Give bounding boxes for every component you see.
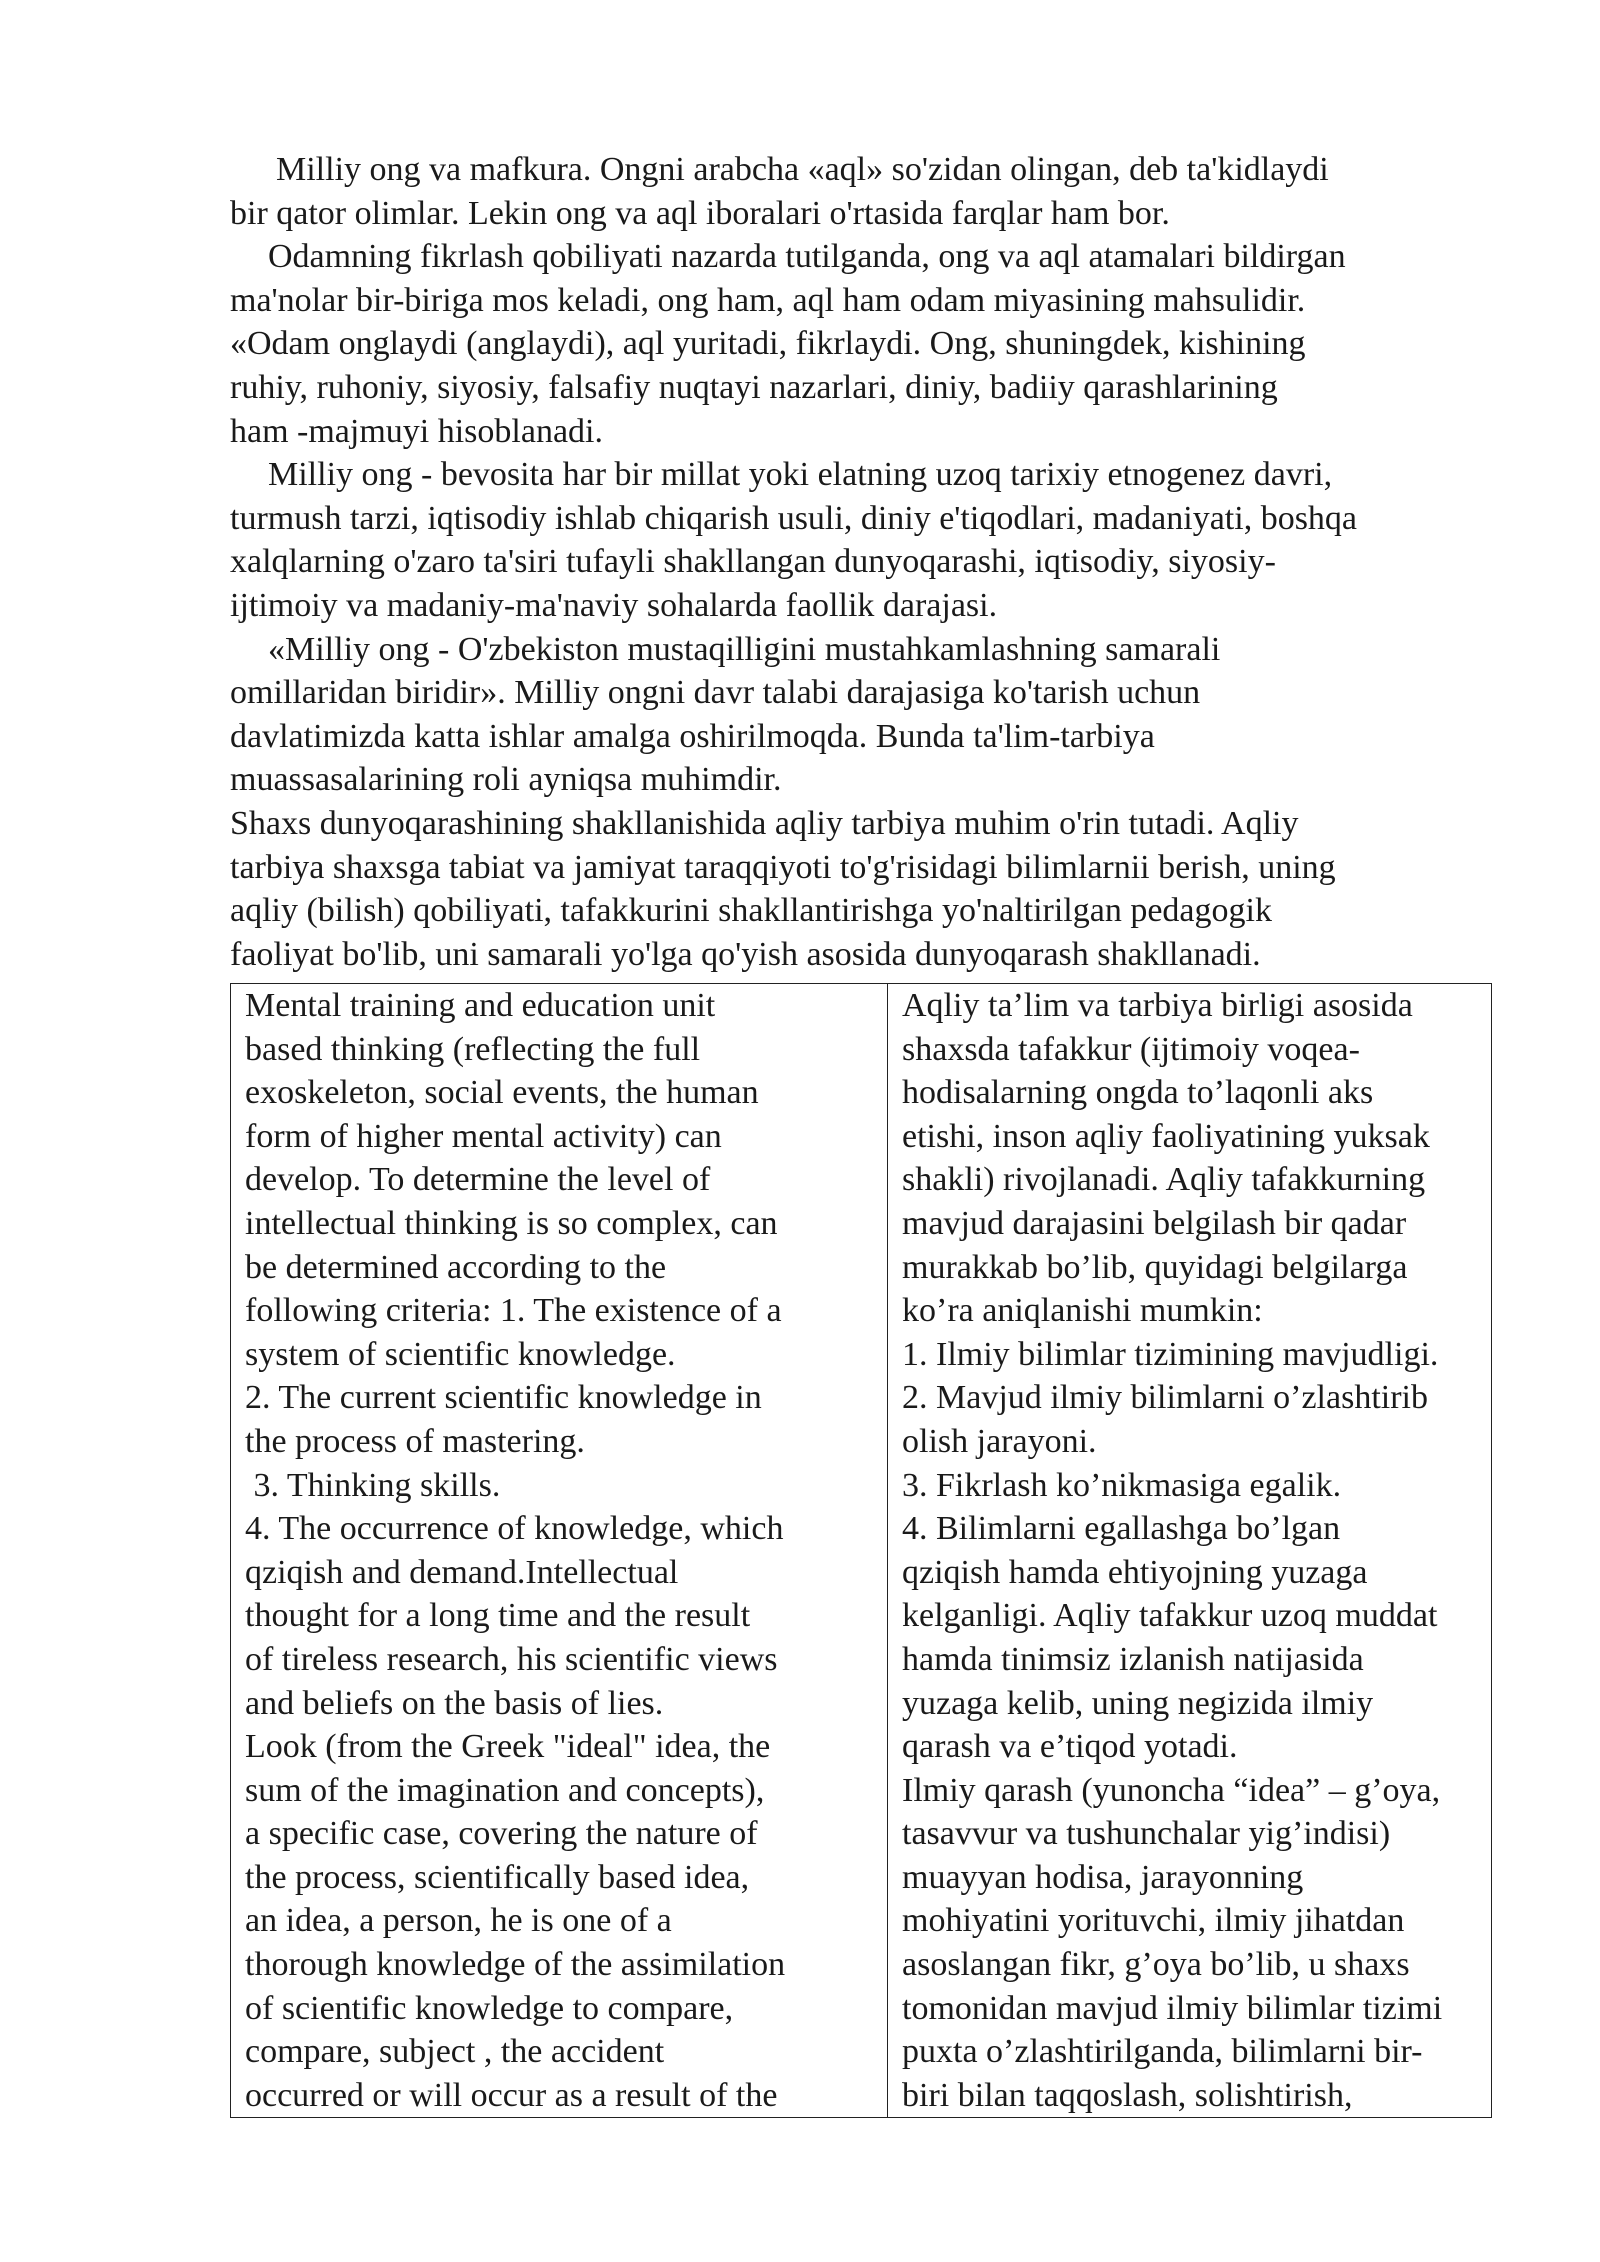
english-text-line: following criteria: 1. The existence of a xyxy=(245,1292,782,1330)
uzbek-text-line: etishi, inson aqliy faoliyatining yuksak xyxy=(902,1117,1430,1155)
bilingual-table xyxy=(230,983,1492,2118)
text-line: faoliyat bo'lib, uni samarali yo'lga qo'yish asosida dunyoqarash shakllanadi. xyxy=(230,935,1261,973)
uzbek-text-line: qarash va e’tiqod yotadi. xyxy=(902,1728,1238,1766)
uzbek-text-line: 4. Bilimlarni egallashga bo’lgan xyxy=(902,1510,1341,1548)
table-row xyxy=(231,984,1492,2118)
uzbek-text-line: qziqish hamda ehtiyojning yuzaga xyxy=(902,1553,1368,1591)
text-line: aqliy (bilish) qobiliyati, tafakkurini shakllantirishga yo'naltirilgan pedagogik xyxy=(230,892,1272,930)
english-text-line: sum of the imagination and concepts), xyxy=(245,1771,765,1809)
english-text-line: the process of mastering. xyxy=(245,1422,585,1460)
uzbek-text-line: mohiyatini yorituvchi, ilmiy jihatdan xyxy=(902,1902,1405,1940)
text-line: davlatimizda katta ishlar amalga oshirilmoqda. Bunda ta'lim-tarbiya xyxy=(230,717,1155,755)
uzbek-column-cell xyxy=(888,984,1492,2118)
text-line: Odamning fikrlash qobiliyati nazarda tutilganda, ong va aql atamalari bildirgan xyxy=(268,238,1346,276)
english-text-line: 4. The occurrence of knowledge, which xyxy=(245,1510,784,1548)
uzbek-text-line: ko’ra aniqlanishi mumkin: xyxy=(902,1292,1263,1330)
uzbek-text-line: tomonidan mavjud ilmiy bilimlar tizimi xyxy=(902,1989,1443,2027)
english-text-line: exoskeleton, social events, the human xyxy=(245,1074,759,1112)
english-text-line: be determined according to the xyxy=(245,1248,667,1286)
uzbek-text-line: Aqliy ta’lim va tarbiya birligi asosida xyxy=(902,987,1413,1024)
english-text-line: of scientific knowledge to compare, xyxy=(245,1989,734,2027)
english-text-line: based thinking (reflecting the full xyxy=(245,1030,701,1068)
uzbek-text-line: hodisalarning ongda to’laqonli aks xyxy=(902,1074,1374,1112)
text-line: ruhiy, ruhoniy, siyosiy, falsafiy nuqtayi nazarlari, diniy, badiiy qarashlarining xyxy=(230,368,1278,406)
english-text-line: a specific case, covering the nature of xyxy=(245,1815,758,1853)
paragraph xyxy=(230,148,1492,235)
english-text-line: compare, subject , the accident xyxy=(245,2033,665,2071)
text-line: Milliy ong va mafkura. Ongni arabcha «aql» so'zidan olingan, deb ta'kidlaydi xyxy=(276,151,1329,188)
text-line: Milliy ong - bevosita har bir millat yoki elatning uzoq tarixiy etnogenez davri, xyxy=(268,456,1333,494)
uzbek-text-line: mavjud darajasini belgilash bir qadar xyxy=(902,1204,1407,1242)
english-column-cell xyxy=(231,984,888,2118)
english-text-line: the process, scientifically based idea, xyxy=(245,1858,750,1896)
uzbek-text-line: olish jarayoni. xyxy=(902,1422,1097,1460)
english-text-line: 3. Thinking skills. xyxy=(245,1466,501,1504)
uzbek-text-line: asoslangan fikr, g’oya bo’lib, u shaxs xyxy=(902,1946,1410,1984)
text-line: ma'nolar bir-biriga mos keladi, ong ham, aql ham odam miyasining mahsulidir. xyxy=(230,281,1306,319)
uzbek-text-line: tasavvur va tushunchalar yig’indisi) xyxy=(902,1815,1391,1853)
english-text-line: thorough knowledge of the assimilation xyxy=(245,1946,786,1984)
english-text-line: Look (from the Greek "ideal" idea, the xyxy=(245,1728,771,1766)
text-line: xalqlarning o'zaro ta'siri tufayli shakllangan dunyoqarashi, iqtisodiy, siyosiy- xyxy=(230,543,1276,581)
uzbek-text-line: kelganligi. Aqliy tafakkur uzoq muddat xyxy=(902,1597,1438,1635)
uzbek-text-line: muayyan hodisa, jarayonning xyxy=(902,1858,1304,1896)
english-text-line: qziqish and demand.Intellectual xyxy=(245,1553,679,1591)
uzbek-text-line: 2. Mavjud ilmiy bilimlarni o’zlashtirib xyxy=(902,1379,1428,1417)
text-line: ijtimoiy va madaniy-ma'naviy sohalarda faollik darajasi. xyxy=(230,586,998,624)
paragraph xyxy=(230,802,1492,976)
english-text-line: and beliefs on the basis of lies. xyxy=(245,1684,664,1722)
english-text-line: an idea, a person, he is one of a xyxy=(245,1902,672,1940)
paragraph xyxy=(230,235,1492,453)
english-text-line: form of higher mental activity) can xyxy=(245,1117,722,1155)
english-text-line: 2. The current scientific knowledge in xyxy=(245,1379,762,1417)
text-line: muassasalarining roli ayniqsa muhimdir. xyxy=(230,761,782,799)
uzbek-text-line: biri bilan taqqoslash, solishtirish, xyxy=(902,2076,1353,2114)
uzbek-text-line: hamda tinimsiz izlanish natijasida xyxy=(902,1640,1364,1678)
text-line: «Odam onglaydi (anglaydi), aql yuritadi, fikrlaydi. Ong, shuningdek, kishining xyxy=(230,325,1306,363)
text-line: Shaxs dunyoqarashining shakllanishida aqliy tarbiya muhim o'rin tutadi. Aqliy xyxy=(230,804,1299,842)
uzbek-text-line: yuzaga kelib, uning negizida ilmiy xyxy=(902,1684,1374,1722)
uzbek-text-line: murakkab bo’lib, quyidagi belgilarga xyxy=(902,1248,1408,1286)
text-line: turmush tarzi, iqtisodiy ishlab chiqarish usuli, diniy e'tiqodlari, madaniyati, boshqa xyxy=(230,499,1358,537)
uzbek-text-line: shakli) rivojlanadi. Aqliy tafakkurning xyxy=(902,1161,1426,1199)
english-text-line: intellectual thinking is so complex, can xyxy=(245,1204,778,1242)
english-text-line: occurred or will occur as a result of the xyxy=(245,2076,778,2114)
text-line: tarbiya shaxsga tabiat va jamiyat taraqqiyoti to'g'risidagi bilimlarnii berish, uning xyxy=(230,848,1336,886)
english-text-line: system of scientific knowledge. xyxy=(245,1335,676,1373)
text-line: «Milliy ong - O'zbekiston mustaqilligini mustahkamlashning samarali xyxy=(268,630,1221,668)
intro-text xyxy=(230,148,1492,976)
text-line: ham -majmuyi hisoblanadi. xyxy=(230,412,603,450)
uzbek-text-line: shaxsda tafakkur (ijtimoiy voqea- xyxy=(902,1030,1360,1068)
uzbek-text-line: Ilmiy qarash (yunoncha “idea” – g’oya, xyxy=(902,1771,1441,1809)
text-line: bir qator olimlar. Lekin ong va aql iboralari o'rtasida farqlar ham bor. xyxy=(230,194,1170,232)
paragraph xyxy=(230,628,1492,802)
uzbek-text-line: puxta o’zlashtirilganda, bilimlarni bir- xyxy=(902,2033,1423,2071)
uzbek-text-line: 3. Fikrlash ko’nikmasiga egalik. xyxy=(902,1466,1342,1504)
english-text-line: of tireless research, his scientific views xyxy=(245,1640,778,1678)
english-text-line: Mental training and education unit xyxy=(245,987,716,1024)
paragraph xyxy=(230,453,1492,627)
text-line: omillaridan biridir». Milliy ongni davr talabi darajasiga ko'tarish uchun xyxy=(230,674,1201,712)
english-text-line: develop. To determine the level of xyxy=(245,1161,711,1199)
english-text-line: thought for a long time and the result xyxy=(245,1597,751,1635)
uzbek-text-line: 1. Ilmiy bilimlar tizimining mavjudligi. xyxy=(902,1335,1439,1373)
